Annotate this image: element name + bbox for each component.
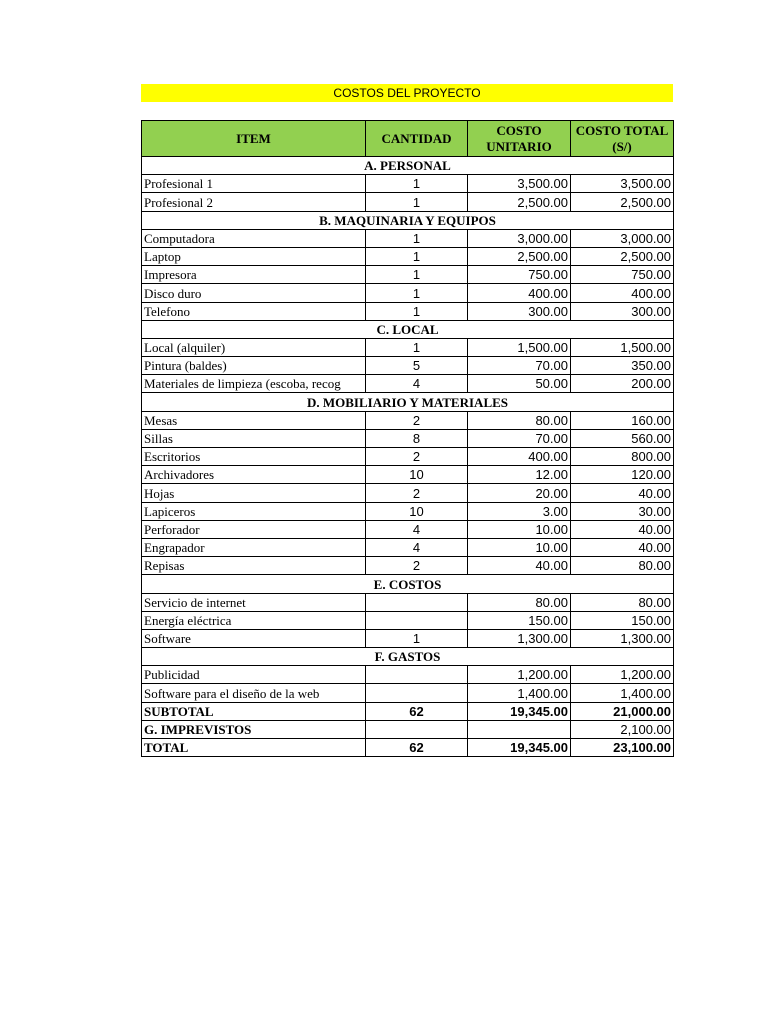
item-cell: Software <box>142 629 366 647</box>
total-cost-cell: 1,200.00 <box>571 666 674 684</box>
total-cost-cell: 40.00 <box>571 484 674 502</box>
quantity-cell: 4 <box>366 520 468 538</box>
quantity-cell: 2 <box>366 557 468 575</box>
section-row <box>142 393 674 411</box>
section-label: D. MOBILIARIO Y MATERIALES <box>142 393 674 411</box>
table-row <box>142 193 674 211</box>
unit-cost-cell: 400.00 <box>468 284 571 302</box>
total-cost-cell: 350.00 <box>571 357 674 375</box>
item-cell: Software para el diseño de la web <box>142 684 366 702</box>
table-row <box>142 302 674 320</box>
table-row <box>142 466 674 484</box>
item-cell: Servicio de internet <box>142 593 366 611</box>
table-row <box>142 739 674 757</box>
total-cost-cell: 750.00 <box>571 266 674 284</box>
total-cost-cell: 3,000.00 <box>571 229 674 247</box>
header-quantity: CANTIDAD <box>366 121 468 157</box>
item-cell: Mesas <box>142 411 366 429</box>
total-cost-cell: 400.00 <box>571 284 674 302</box>
table-row <box>142 266 674 284</box>
quantity-cell: 1 <box>366 338 468 356</box>
unit-cost-cell: 80.00 <box>468 593 571 611</box>
item-cell: Escritorios <box>142 448 366 466</box>
total-cost-cell: 1,500.00 <box>571 338 674 356</box>
table-row <box>142 175 674 193</box>
item-cell: Lapiceros <box>142 502 366 520</box>
table-row <box>142 520 674 538</box>
item-cell: G. IMPREVISTOS <box>142 720 366 738</box>
section-label: C. LOCAL <box>142 320 674 338</box>
quantity-cell: 1 <box>366 247 468 265</box>
unit-cost-cell: 19,345.00 <box>468 702 571 720</box>
unit-cost-cell: 50.00 <box>468 375 571 393</box>
total-cost-cell: 40.00 <box>571 538 674 556</box>
item-cell: Profesional 1 <box>142 175 366 193</box>
quantity-cell: 5 <box>366 357 468 375</box>
item-cell: Telefono <box>142 302 366 320</box>
unit-cost-cell: 3.00 <box>468 502 571 520</box>
total-cost-cell: 150.00 <box>571 611 674 629</box>
unit-cost-cell: 10.00 <box>468 538 571 556</box>
quantity-cell: 4 <box>366 375 468 393</box>
table-row <box>142 666 674 684</box>
table-row <box>142 357 674 375</box>
total-cost-cell: 560.00 <box>571 429 674 447</box>
header-unit-cost: COSTO UNITARIO <box>468 121 571 157</box>
item-cell: Repisas <box>142 557 366 575</box>
unit-cost-cell: 10.00 <box>468 520 571 538</box>
quantity-cell: 1 <box>366 302 468 320</box>
item-cell: Materiales de limpieza (escoba, recog <box>142 375 366 393</box>
item-cell: Sillas <box>142 429 366 447</box>
unit-cost-cell: 80.00 <box>468 411 571 429</box>
quantity-cell: 1 <box>366 629 468 647</box>
unit-cost-cell: 2,500.00 <box>468 247 571 265</box>
quantity-cell: 1 <box>366 175 468 193</box>
unit-cost-cell <box>468 720 571 738</box>
table-row <box>142 593 674 611</box>
quantity-cell: 2 <box>366 448 468 466</box>
table-row <box>142 629 674 647</box>
table-row <box>142 538 674 556</box>
item-cell: Perforador <box>142 520 366 538</box>
section-label: A. PERSONAL <box>142 157 674 175</box>
table-row <box>142 484 674 502</box>
item-cell: Laptop <box>142 247 366 265</box>
table-row <box>142 502 674 520</box>
table-row <box>142 684 674 702</box>
unit-cost-cell: 1,400.00 <box>468 684 571 702</box>
table-row <box>142 411 674 429</box>
table-row <box>142 702 674 720</box>
quantity-cell <box>366 666 468 684</box>
total-cost-cell: 3,500.00 <box>571 175 674 193</box>
quantity-cell: 62 <box>366 702 468 720</box>
table-header-row <box>142 121 674 157</box>
table-row <box>142 284 674 302</box>
total-cost-cell: 2,500.00 <box>571 247 674 265</box>
unit-cost-cell: 300.00 <box>468 302 571 320</box>
unit-cost-cell: 3,500.00 <box>468 175 571 193</box>
unit-cost-cell: 19,345.00 <box>468 739 571 757</box>
total-cost-cell: 2,100.00 <box>571 720 674 738</box>
quantity-cell: 1 <box>366 229 468 247</box>
item-cell: Engrapador <box>142 538 366 556</box>
table-row <box>142 338 674 356</box>
section-row <box>142 575 674 593</box>
item-cell: Publicidad <box>142 666 366 684</box>
item-cell: TOTAL <box>142 739 366 757</box>
unit-cost-cell: 750.00 <box>468 266 571 284</box>
quantity-cell: 10 <box>366 466 468 484</box>
total-cost-cell: 23,100.00 <box>571 739 674 757</box>
item-cell: Energía eléctrica <box>142 611 366 629</box>
section-row <box>142 157 674 175</box>
item-cell: Archivadores <box>142 466 366 484</box>
section-row <box>142 320 674 338</box>
quantity-cell: 1 <box>366 193 468 211</box>
unit-cost-cell: 3,000.00 <box>468 229 571 247</box>
quantity-cell: 2 <box>366 411 468 429</box>
total-cost-cell: 200.00 <box>571 375 674 393</box>
item-cell: Hojas <box>142 484 366 502</box>
quantity-cell <box>366 684 468 702</box>
item-cell: Disco duro <box>142 284 366 302</box>
item-cell: Computadora <box>142 229 366 247</box>
total-cost-cell: 120.00 <box>571 466 674 484</box>
header-total-cost: COSTO TOTAL (S/) <box>571 121 674 157</box>
unit-cost-cell: 1,500.00 <box>468 338 571 356</box>
table-row <box>142 720 674 738</box>
header-item: ITEM <box>142 121 366 157</box>
quantity-cell: 2 <box>366 484 468 502</box>
table-row <box>142 247 674 265</box>
table-body <box>142 157 674 757</box>
cost-table <box>141 120 674 757</box>
unit-cost-cell: 70.00 <box>468 357 571 375</box>
unit-cost-cell: 400.00 <box>468 448 571 466</box>
total-cost-cell: 80.00 <box>571 593 674 611</box>
total-cost-cell: 40.00 <box>571 520 674 538</box>
quantity-cell: 1 <box>366 284 468 302</box>
quantity-cell: 8 <box>366 429 468 447</box>
total-cost-cell: 1,400.00 <box>571 684 674 702</box>
quantity-cell: 1 <box>366 266 468 284</box>
quantity-cell: 62 <box>366 739 468 757</box>
total-cost-cell: 1,300.00 <box>571 629 674 647</box>
total-cost-cell: 800.00 <box>571 448 674 466</box>
table-row <box>142 448 674 466</box>
unit-cost-cell: 20.00 <box>468 484 571 502</box>
item-cell: Impresora <box>142 266 366 284</box>
quantity-cell: 4 <box>366 538 468 556</box>
total-cost-cell: 300.00 <box>571 302 674 320</box>
section-row <box>142 211 674 229</box>
section-label: F. GASTOS <box>142 648 674 666</box>
total-cost-cell: 80.00 <box>571 557 674 575</box>
table-row <box>142 611 674 629</box>
quantity-cell <box>366 593 468 611</box>
section-label: B. MAQUINARIA Y EQUIPOS <box>142 211 674 229</box>
unit-cost-cell: 40.00 <box>468 557 571 575</box>
total-cost-cell: 160.00 <box>571 411 674 429</box>
item-cell: Local (alquiler) <box>142 338 366 356</box>
document-title: COSTOS DEL PROYECTO <box>141 84 673 102</box>
total-cost-cell: 2,500.00 <box>571 193 674 211</box>
unit-cost-cell: 150.00 <box>468 611 571 629</box>
unit-cost-cell: 70.00 <box>468 429 571 447</box>
section-row <box>142 648 674 666</box>
item-cell: Profesional 2 <box>142 193 366 211</box>
unit-cost-cell: 1,300.00 <box>468 629 571 647</box>
section-label: E. COSTOS <box>142 575 674 593</box>
unit-cost-cell: 1,200.00 <box>468 666 571 684</box>
table-row <box>142 375 674 393</box>
quantity-cell <box>366 611 468 629</box>
quantity-cell <box>366 720 468 738</box>
unit-cost-cell: 2,500.00 <box>468 193 571 211</box>
table-row <box>142 229 674 247</box>
table-row <box>142 557 674 575</box>
item-cell: SUBTOTAL <box>142 702 366 720</box>
unit-cost-cell: 12.00 <box>468 466 571 484</box>
total-cost-cell: 21,000.00 <box>571 702 674 720</box>
quantity-cell: 10 <box>366 502 468 520</box>
total-cost-cell: 30.00 <box>571 502 674 520</box>
table-row <box>142 429 674 447</box>
item-cell: Pintura (baldes) <box>142 357 366 375</box>
